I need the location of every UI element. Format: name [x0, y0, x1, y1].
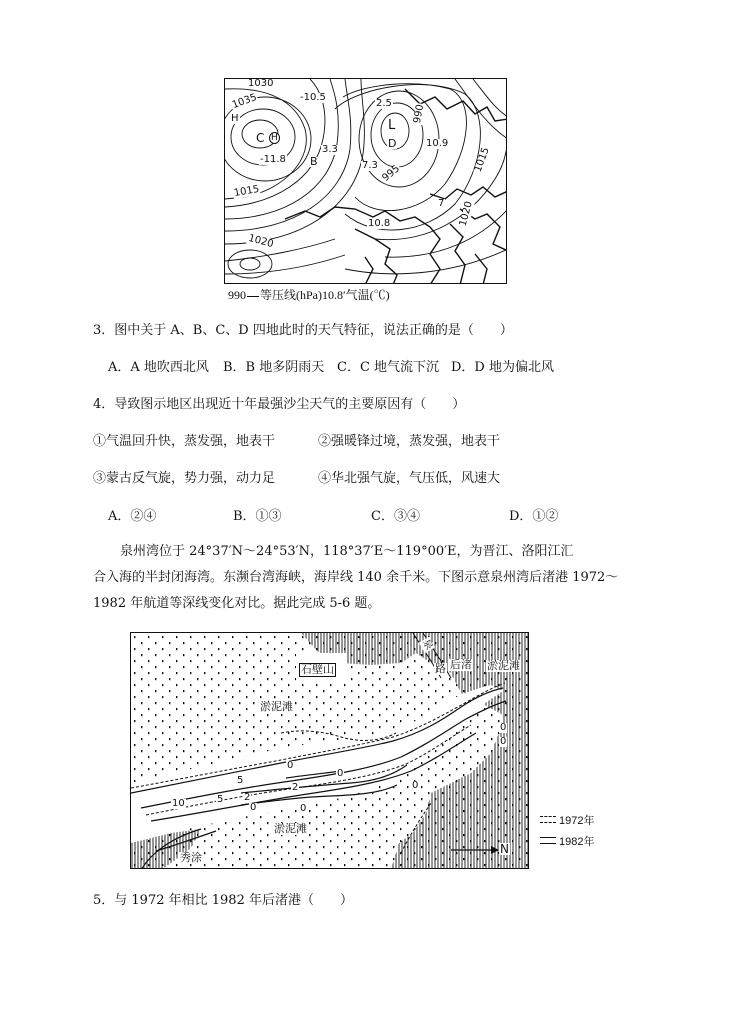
isobar-label-1035: 1035	[230, 92, 259, 112]
temp-label-7: 7	[438, 198, 445, 209]
q3-option-d: D．D 地为偏北风	[451, 360, 554, 375]
question-4-stem: 4．导致图示地区出现近十年最强沙尘天气的主要原因有（ ）	[93, 397, 466, 412]
isobar-label-1015-west: 1015	[233, 183, 261, 200]
q4-item-1: ①气温回升快，蒸发强，地表干	[93, 434, 276, 449]
passage-line-1: 泉州湾位于 24°37′N～24°53′N，118°37′E～119°00′E，为晋江、洛阳江汇	[120, 544, 574, 559]
depth-0-g: 0	[412, 780, 419, 791]
q4-item-4: ④华北强气旋，气压低，风速大	[318, 471, 501, 486]
point-h-circle: H	[271, 133, 278, 143]
q4-item-3: ③蒙古反气旋，势力强，动力足	[93, 471, 276, 486]
point-d: D	[388, 137, 397, 150]
q4-option-c: C．③④	[371, 509, 420, 524]
legend-temp-text: 气温(℃)	[345, 288, 390, 302]
depth-2-b: 2	[244, 792, 251, 803]
depth-0-c: 0	[287, 760, 294, 771]
question-3-stem: 3．图中关于 A、B、C、D 四地此时的天气特征，说法正确的是（ ）	[93, 323, 513, 338]
label-shibishan: 石壁山	[301, 663, 334, 676]
bay-map-legend	[540, 809, 594, 851]
point-b: B	[310, 155, 318, 168]
solid-line-icon	[540, 837, 556, 844]
passage-line-2: 合入海的半封闭海湾。东濒台湾海峡，海岸线 140 余千米。下图示意泉州湾后渚港 1972～	[93, 570, 619, 585]
passage-line-3: 1982 年航道等深线变化对比。据此完成 5-6 题。	[93, 596, 381, 611]
temp-label-73: 7.3	[362, 160, 378, 171]
q3-option-a: A．A 地吹西北风	[108, 360, 209, 375]
temp-label-neg105: -10.5	[300, 92, 326, 103]
depth-0-f: 0	[300, 803, 307, 814]
label-road-vertical: 泉	[420, 637, 435, 652]
isobar-legend	[228, 286, 390, 303]
depth-0-b: 0	[500, 736, 507, 747]
temp-label-25: 2.5	[376, 98, 392, 109]
question-5-stem: 5．与 1972 年相比 1982 年后渚港（ ）	[93, 893, 353, 908]
isobar-label-1020-west: 1020	[247, 232, 275, 251]
dashed-line-icon	[540, 816, 556, 823]
north-label: N	[500, 842, 509, 856]
depth-2-a: 2	[292, 782, 299, 793]
point-l: L	[388, 118, 396, 133]
temp-label-33: 3.3	[322, 144, 338, 155]
temp-label-109: 10.9	[426, 138, 449, 149]
isobar-label-1030: 1030	[248, 78, 274, 89]
q4-item-2: ②强暖锋过境，蒸发强，地表干	[318, 434, 501, 449]
legend-isobar-text: 等压线(hPa)	[260, 288, 322, 302]
q3-option-c: C．C 地气流下沉	[337, 360, 440, 375]
depth-5-b: 5	[217, 794, 224, 805]
isobar-lines	[225, 79, 507, 284]
label-road: 路	[435, 662, 446, 675]
q4-option-d: D．①②	[509, 509, 559, 524]
q3-option-b: B．B 地多阴雨天	[223, 360, 325, 375]
q4-option-b: B．①③	[233, 509, 282, 524]
bay-depth-map	[130, 632, 529, 869]
depth-5-a: 5	[237, 775, 244, 786]
isobar-map	[224, 78, 507, 284]
point-c: C	[256, 131, 265, 145]
isobar-label-1020-east: 1020	[457, 200, 475, 228]
legend-1972-label: 1972年	[559, 814, 595, 827]
temp-label-neg118: -11.8	[260, 154, 286, 165]
label-houzhu: 后渚	[450, 658, 472, 671]
legend-1982	[540, 830, 594, 851]
legend-temp-mark: ′	[343, 288, 346, 302]
label-mudflat-south: 淤泥滩	[274, 822, 307, 835]
legend-1972	[540, 809, 594, 830]
isobar-label-1015-east: 1015	[472, 145, 492, 174]
isobar-label-995: 995	[380, 163, 403, 184]
depth-0-e: 0	[250, 802, 257, 813]
temp-label-108: 10.8	[368, 218, 391, 229]
label-xiutu: 秀涂	[180, 851, 202, 864]
legend-temp-value: 10.8	[322, 288, 343, 302]
q4-option-a: A．②④	[108, 509, 157, 524]
label-mudflat-ne: 淤泥滩	[487, 659, 520, 672]
legend-line-icon	[247, 296, 259, 297]
depth-0-a: 0	[500, 722, 507, 733]
point-h-west: H	[231, 113, 239, 124]
legend-line-value: 990	[228, 288, 246, 302]
isobar-label-990: 990	[411, 103, 427, 125]
label-mudflat-center: 淤泥滩	[260, 700, 293, 713]
depth-10: 10	[172, 798, 185, 809]
legend-1982-label: 1982年	[559, 835, 595, 848]
depth-0-d: 0	[337, 768, 344, 779]
